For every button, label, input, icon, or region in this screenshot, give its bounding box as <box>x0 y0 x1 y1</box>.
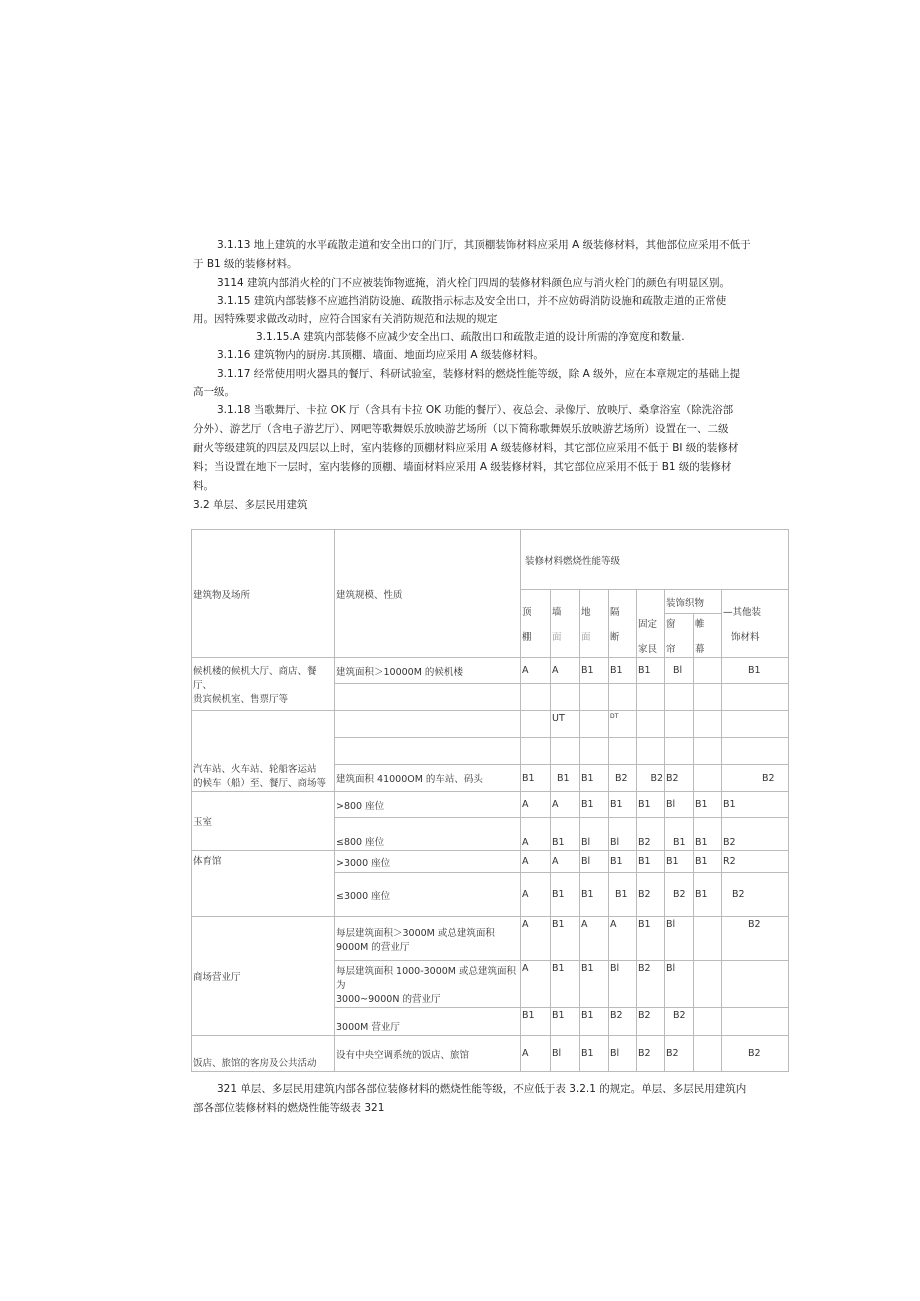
cell: B1 <box>609 792 637 818</box>
cell: B2 <box>637 765 665 792</box>
cell: B2 <box>722 818 789 851</box>
cell: B2 <box>665 1008 694 1036</box>
empty-cell <box>665 738 694 765</box>
empty-cell <box>580 738 609 765</box>
cell: B1 <box>637 792 665 818</box>
para-3-1-17-line2: 高一级。 <box>193 386 235 398</box>
cell: Bl <box>665 658 694 684</box>
cell <box>694 765 722 792</box>
bottom-line-2: 部各部位装修材料的燃烧性能等级表 321 <box>193 1102 385 1114</box>
cell: Bl <box>580 818 609 851</box>
cell: Bl <box>665 917 694 961</box>
cell: B2 <box>637 873 665 917</box>
empty-cell <box>637 711 665 738</box>
cell: Bl <box>580 851 609 873</box>
para-3-1-18-line2: 分外）、游艺厅（含电子游艺厅）、网吧等歌舞娱乐放映游艺场所（以下简称歌舞娱乐放映游艺场所）设置在一、二级 <box>193 423 729 435</box>
para-3-1-18-line5: 料。 <box>193 480 214 492</box>
cell: Bl <box>665 792 694 818</box>
cell <box>521 711 551 738</box>
cell: B2 <box>637 961 665 1008</box>
cell: B1 <box>609 851 637 873</box>
para-3-1-15-a: 3.1.15.A 建筑内部装修不应减少安全出口、疏散出口和疏散走道的设计所需的净宽度和数量. <box>256 331 685 343</box>
cell: B1 <box>580 765 609 792</box>
para-3-1-13-line2: 于 B1 级的装修材料。 <box>193 258 298 270</box>
cell: B2 <box>665 1036 694 1072</box>
cell: B2 <box>637 1036 665 1072</box>
row-hall-scale: >800 座位 <box>335 792 521 818</box>
cell: B1 <box>580 1036 609 1072</box>
header-partition: 隔 断 <box>609 590 637 658</box>
cell: B1 <box>580 1008 609 1036</box>
cell: B1 <box>694 818 722 851</box>
empty-cell <box>694 738 722 765</box>
cell: B2 <box>637 818 665 851</box>
cell <box>694 961 722 1008</box>
empty-cell <box>722 684 789 711</box>
empty-cell <box>665 711 694 738</box>
section-heading: 3.2 单层、多层民用建筑 <box>193 499 308 511</box>
cell: B1 <box>637 658 665 684</box>
cell: A <box>521 961 551 1008</box>
cell: A <box>521 851 551 873</box>
row-mall-scale: 3000M 营业厅 <box>335 1008 521 1036</box>
para-3-1-18-line4: 料；当设置在地下一层时，室内装修的顶棚、墙面材料应采用 A 级装修材料，其它部位应采用不低于 B1 级的装修材 <box>193 461 732 473</box>
empty-cell <box>521 738 551 765</box>
header-furniture: 固定 家艮 <box>637 590 665 658</box>
row-hall-scale: ≤800 座位 <box>335 818 521 851</box>
cell: B2 <box>722 1036 789 1072</box>
cell: A <box>609 917 637 961</box>
row-mall-scale: 每层建筑面积 1000-3000M 或总建筑面积为 3000~9000N 的营业厅 <box>335 961 521 1008</box>
cell: B2 <box>609 1008 637 1036</box>
cell <box>580 711 609 738</box>
cell <box>694 1008 722 1036</box>
cell: Bl <box>665 961 694 1008</box>
header-ceiling: 顶 棚 <box>521 590 551 658</box>
cell: A <box>521 1036 551 1072</box>
cell: B1 <box>665 851 694 873</box>
cell: UT <box>551 711 580 738</box>
para-3-1-13-line1: 3.1.13 地上建筑的水平疏散走道和安全出口的门厅，其顶棚装饰材料应采用 A 级装修材料，其他部位应采用不低于 <box>217 239 751 251</box>
para-3-1-15-line1: 3.1.15 建筑内部装修不应遮挡消防设施、疏散指示标志及安全出口，并不应妨碍消防设施和疏散走道的正常使 <box>217 295 727 307</box>
cell: B1 <box>551 873 580 917</box>
cell: B1 <box>580 961 609 1008</box>
empty-cell <box>521 684 551 711</box>
cell: Bl <box>609 961 637 1008</box>
cell: B1 <box>722 658 789 684</box>
cell: B2 <box>637 1008 665 1036</box>
cell: B1 <box>637 917 665 961</box>
empty-cell <box>580 684 609 711</box>
empty-cell <box>335 738 521 765</box>
empty-cell <box>609 738 637 765</box>
para-3114: 3114 建筑内部消火栓的门不应被装饰物遮掩，消火栓门四周的装修材料颜色应与消火栓门的颜色有明显区别。 <box>217 277 731 289</box>
header-grade: 装修材料燃烧性能等级 <box>521 530 789 590</box>
cell: A <box>551 851 580 873</box>
empty-cell <box>665 684 694 711</box>
header-scale: 建筑规模、性质 <box>335 530 521 658</box>
cell: B1 <box>551 961 580 1008</box>
cell: B1 <box>551 1008 580 1036</box>
cell: A <box>551 792 580 818</box>
cell: Bl <box>609 818 637 851</box>
cell: Bl <box>551 1036 580 1072</box>
empty-cell <box>722 738 789 765</box>
cell: A <box>551 658 580 684</box>
cell: A <box>521 658 551 684</box>
header-fabric: 装饰织物 <box>665 590 722 614</box>
cell: B2 <box>609 765 637 792</box>
empty-cell <box>722 711 789 738</box>
row-airport-scale: 建筑面积＞10000M 的候机楼 <box>335 658 521 684</box>
cell: A <box>521 873 551 917</box>
cell: B2 <box>722 873 789 917</box>
cell: B1 <box>580 792 609 818</box>
cell: R2 <box>722 851 789 873</box>
cell: B1 <box>551 765 580 792</box>
row-mall-scale: 每层建筑面积＞3000M 或总建筑面积 9000M 的营业厅 <box>335 917 521 961</box>
cell: B1 <box>694 792 722 818</box>
empty-cell <box>637 738 665 765</box>
cell: B1 <box>694 851 722 873</box>
row-hotel-scale: 设有中央空调系统的饭店、旅馆 <box>335 1036 521 1072</box>
row-airport-name: 候机楼的候机大厅、商店、餐厅、 贵宾候机室、售票厅等 <box>192 658 335 711</box>
empty-cell <box>694 684 722 711</box>
cell <box>722 961 789 1008</box>
cell: B1 <box>609 658 637 684</box>
cell: B2 <box>722 765 789 792</box>
para-3-1-18-line3: 耐火等级建筑的四层及四层以上时，室内装修的顶棚材料应采用 A 级装修材料，其它部位应采用不低于 BI 级的装修材 <box>193 442 739 454</box>
row-station-scale: 建筑面积 41000OM 的车站、码头 <box>335 765 521 792</box>
header-wall: 墙 面 <box>551 590 580 658</box>
cell <box>722 1008 789 1036</box>
cell: B1 <box>694 873 722 917</box>
row-station-name: 汽车站、火车站、轮船客运站 的候车（船）至、餐厅、商场等 <box>192 711 335 792</box>
cell: B1 <box>665 818 694 851</box>
cell: B1 <box>521 1008 551 1036</box>
row-mall-name: 商场营业厅 <box>192 917 335 1036</box>
cell: A <box>521 792 551 818</box>
header-floor: 地 面 <box>580 590 609 658</box>
fire-rating-table <box>191 529 789 1072</box>
cell: B1 <box>722 792 789 818</box>
cell: A <box>521 917 551 961</box>
cell: DT <box>609 711 637 738</box>
para-3-1-18-line1: 3.1.18 当歌舞厅、卡拉 OK 厅（含具有卡拉 OK 功能的餐厅）、夜总会、录像厅、放映厅、桑拿浴室（除洗浴部 <box>217 404 734 416</box>
empty-cell <box>694 711 722 738</box>
cell: B1 <box>551 917 580 961</box>
bottom-line-1: 321 单层、多层民用建筑内部各部位装修材料的燃烧性能等级，不应低于表 3.2.1 的规定。单层、多层民用建筑内 <box>217 1083 747 1095</box>
cell: A <box>521 818 551 851</box>
header-drape: 帷 幕 <box>694 614 722 658</box>
cell: B1 <box>551 818 580 851</box>
empty-cell <box>551 684 580 711</box>
cell <box>694 658 722 684</box>
empty-cell <box>335 684 521 711</box>
cell: B1 <box>580 658 609 684</box>
cell: B2 <box>722 917 789 961</box>
header-building: 建筑物及场所 <box>192 530 335 658</box>
header-curtain: 窗 帘 <box>665 614 694 658</box>
cell: Bl <box>609 1036 637 1072</box>
para-3-1-17-line1: 3.1.17 经常使用明火器具的餐厅、科研试验室，装修材料的燃烧性能等级，除 A 级外，应在本章规定的基础上提 <box>217 368 741 380</box>
row-gym-scale: >3000 座位 <box>335 851 521 873</box>
cell: B1 <box>580 873 609 917</box>
row-gym-scale: ≤3000 座位 <box>335 873 521 917</box>
cell: A <box>580 917 609 961</box>
empty-cell <box>335 711 521 738</box>
empty-cell <box>551 738 580 765</box>
cell: B2 <box>665 873 694 917</box>
cell: B2 <box>665 765 694 792</box>
empty-cell <box>637 684 665 711</box>
para-3-1-16: 3.1.16 建筑物内的厨房.其顶棚、墙面、地面均应采用 A 级装修材料。 <box>217 349 544 361</box>
header-other: —其他装 饰材料 <box>722 590 789 658</box>
cell <box>694 917 722 961</box>
row-gym-name: 体育馆 <box>192 851 335 917</box>
cell: B1 <box>521 765 551 792</box>
row-hall-name: 玉室 <box>192 792 335 851</box>
para-3-1-15-line2: 用。因特殊要求做改动时，应符合国家有关消防规范和法规的规定 <box>193 313 498 325</box>
row-hotel-name: 饭店、旅馆的客房及公共活动 <box>192 1036 335 1072</box>
cell: B1 <box>609 873 637 917</box>
cell <box>694 1036 722 1072</box>
empty-cell <box>609 684 637 711</box>
cell: B1 <box>637 851 665 873</box>
